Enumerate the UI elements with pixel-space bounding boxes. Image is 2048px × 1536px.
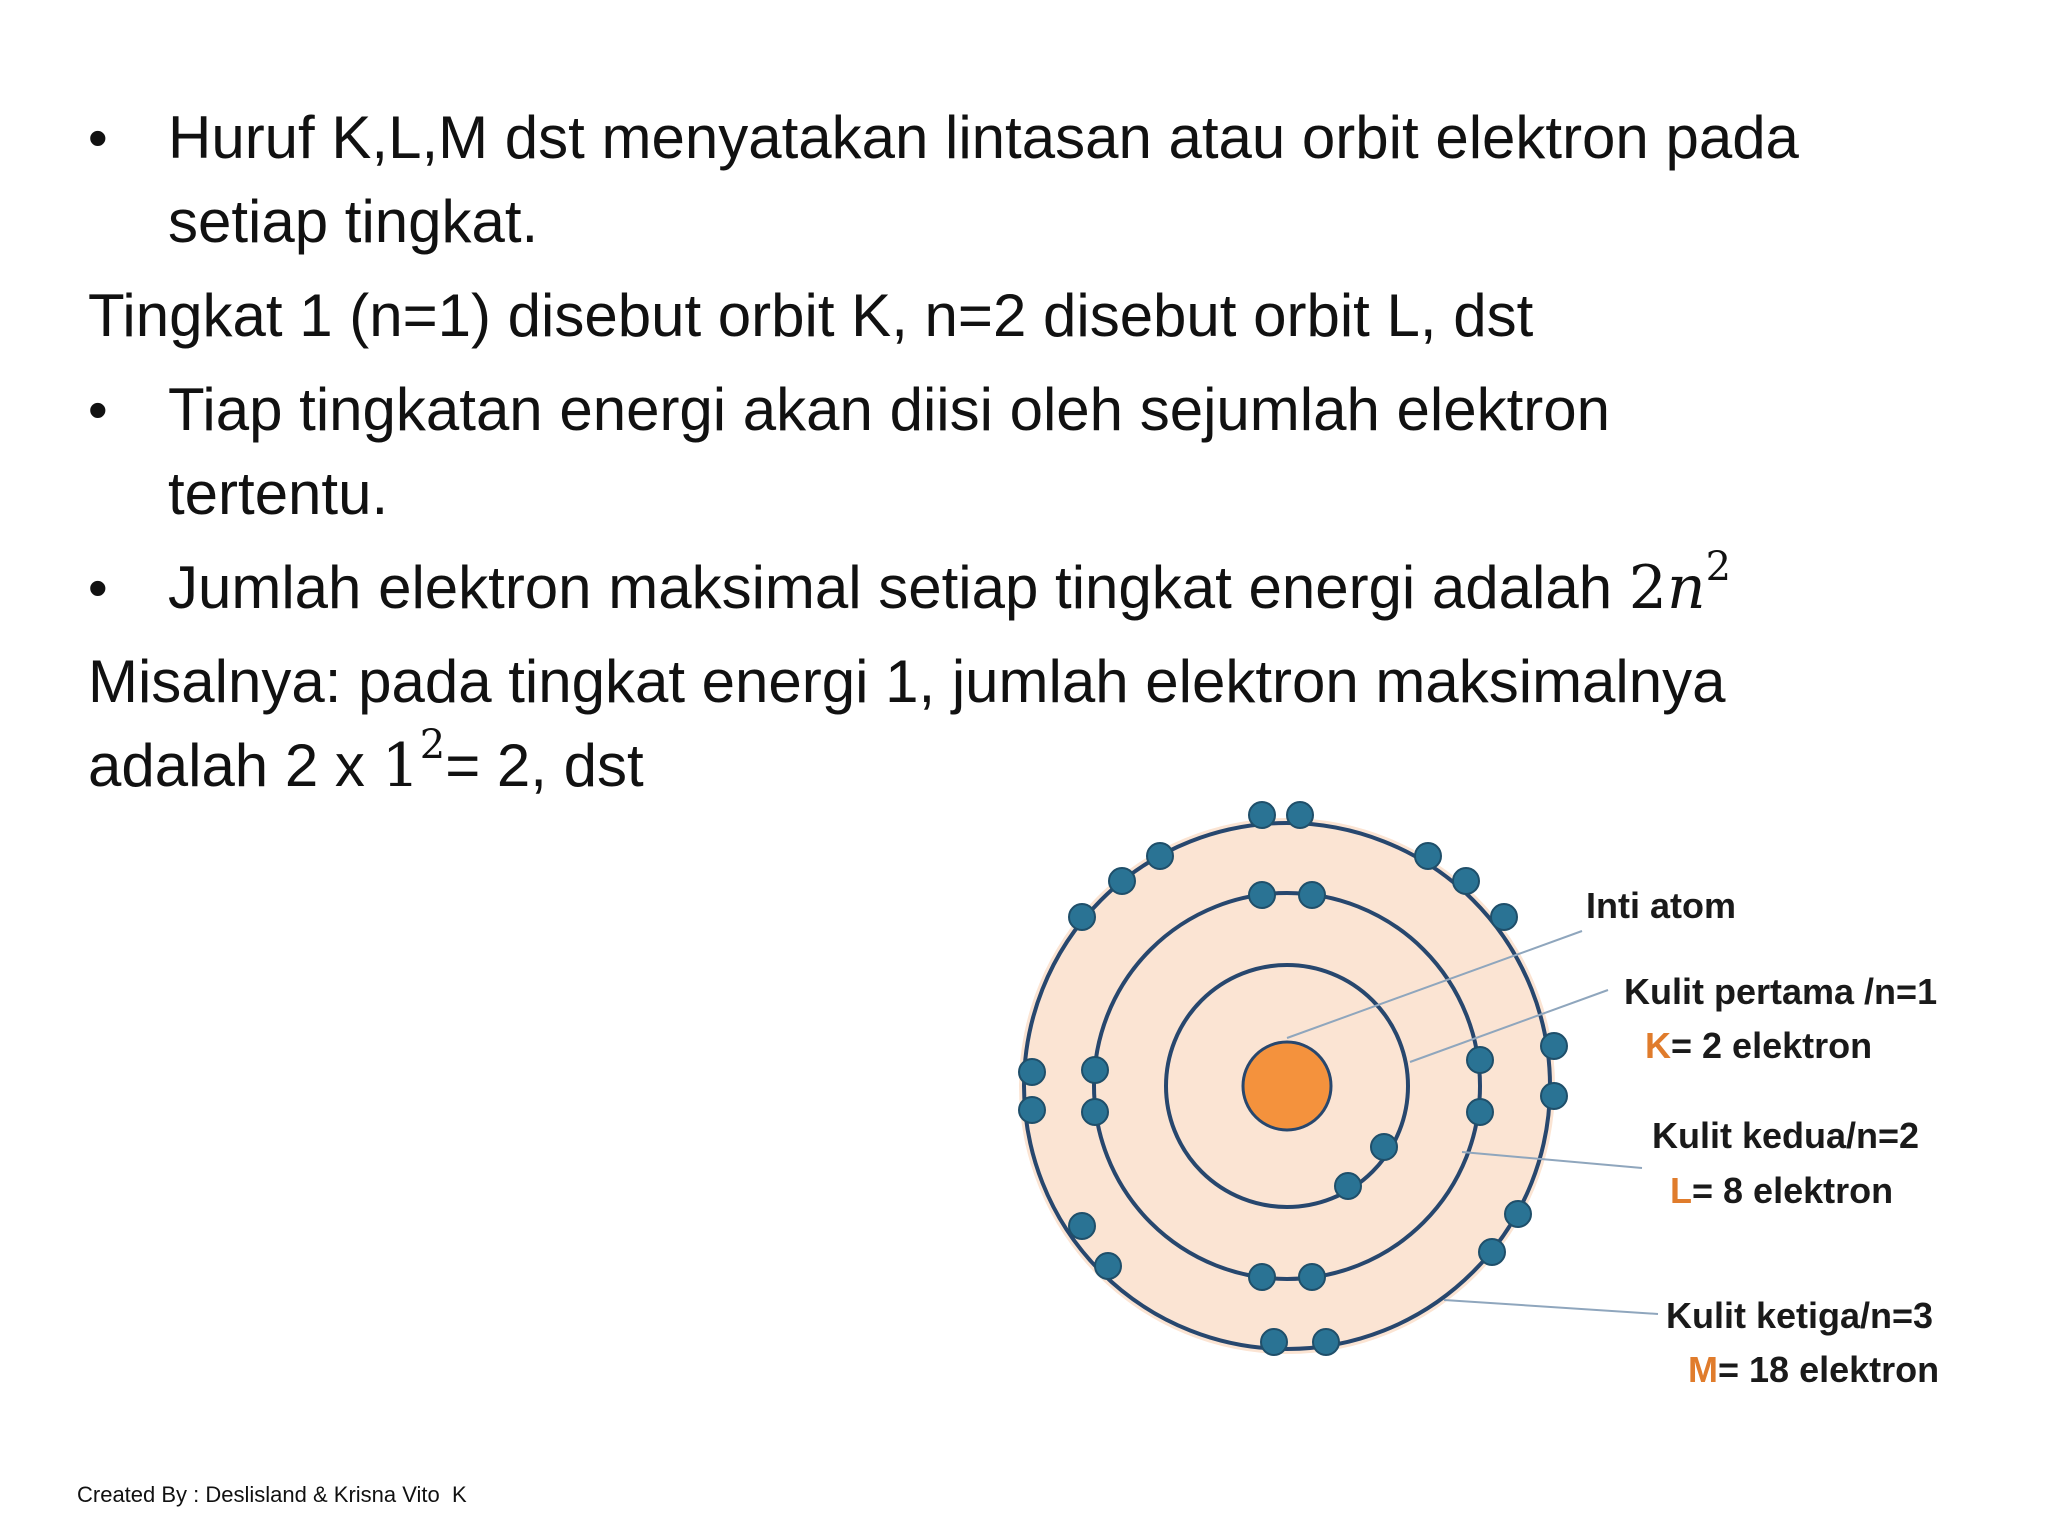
electron-l (1082, 1099, 1108, 1125)
electron-l (1299, 1264, 1325, 1290)
bullet-orbit-letters-line2: setiap tingkat. (168, 188, 539, 255)
label-shell2-title: Kulit kedua/n=2 (1652, 1115, 1920, 1156)
label-shell3-title: Kulit ketiga/n=3 (1666, 1295, 1934, 1336)
electron-l (1299, 882, 1325, 908)
label-shell1-count (1645, 1025, 1872, 1066)
label-shell3-count-text: = 18 elektron (1718, 1349, 1940, 1390)
formula-exponent: 2 (1705, 544, 1732, 590)
electron-m (1109, 868, 1135, 894)
electron-m (1479, 1239, 1505, 1265)
electron-l (1467, 1099, 1493, 1125)
label-shell3-letter: M (1688, 1349, 1718, 1390)
electron-k (1371, 1134, 1397, 1160)
electron-m (1541, 1083, 1567, 1109)
example-line1: Misalnya: pada tingkat energi 1, jumlah elektron maksimalnya (88, 648, 1726, 715)
electron-m (1313, 1329, 1339, 1355)
example-line2-prefix: adalah 2 x (88, 732, 382, 799)
footer-credit: Created By : Deslisland & Krisna Vito K (77, 1482, 467, 1507)
label-shell1-count-text: = 2 elektron (1671, 1025, 1873, 1066)
electron-m (1069, 1213, 1095, 1239)
bullet-energy-levels-line1: Tiap tingkatan energi akan diisi oleh sejumlah elektron (168, 376, 1610, 443)
label-shell2-count-text: = 8 elektron (1692, 1170, 1894, 1211)
label-shell1-letter: K (1645, 1025, 1671, 1066)
orbit-level-sentence: Tingkat 1 (n=1) disebut orbit K, n=2 disebut orbit L, dst (88, 282, 1534, 349)
electron-m (1261, 1329, 1287, 1355)
bullet-max-electrons-text: Jumlah elektron maksimal setiap tingkat energi adalah (168, 554, 1629, 621)
electron-m (1287, 802, 1313, 828)
electron-m (1453, 868, 1479, 894)
electron-l (1249, 882, 1275, 908)
electron-m (1095, 1253, 1121, 1279)
bullet-marker: • (88, 556, 108, 619)
example-exponent: 2 (419, 722, 446, 768)
electron-m (1505, 1201, 1531, 1227)
bullet-marker: • (88, 106, 108, 169)
formula-variable: n (1666, 553, 1706, 623)
electron-m (1415, 843, 1441, 869)
electron-m (1249, 802, 1275, 828)
electron-m (1069, 904, 1095, 930)
electron-m (1019, 1097, 1045, 1123)
formula-coefficient: 2 (1628, 553, 1667, 623)
electron-l (1249, 1264, 1275, 1290)
electron-m (1541, 1033, 1567, 1059)
example-base: 1 (381, 731, 420, 801)
electron-m (1491, 904, 1517, 930)
label-shell1-title: Kulit pertama /n=1 (1624, 971, 1938, 1012)
nucleus (1243, 1042, 1331, 1130)
electron-k (1335, 1173, 1361, 1199)
electron-l (1467, 1047, 1493, 1073)
bullet-energy-levels-line2: tertentu. (168, 460, 389, 527)
label-shell2-count (1670, 1170, 1893, 1211)
label-shell2-letter: L (1670, 1170, 1692, 1211)
label-nucleus: Inti atom (1586, 885, 1736, 926)
leader-line-m (1444, 1300, 1658, 1314)
label-shell3-count (1688, 1349, 1939, 1390)
example-line2-suffix: = 2, dst (445, 732, 644, 799)
bullet-orbit-letters-line1: Huruf K,L,M dst menyatakan lintasan atau orbit elektron pada (168, 104, 1799, 171)
bullet-marker: • (88, 378, 108, 441)
electron-m (1147, 843, 1173, 869)
electron-l (1082, 1057, 1108, 1083)
electron-m (1019, 1059, 1045, 1085)
